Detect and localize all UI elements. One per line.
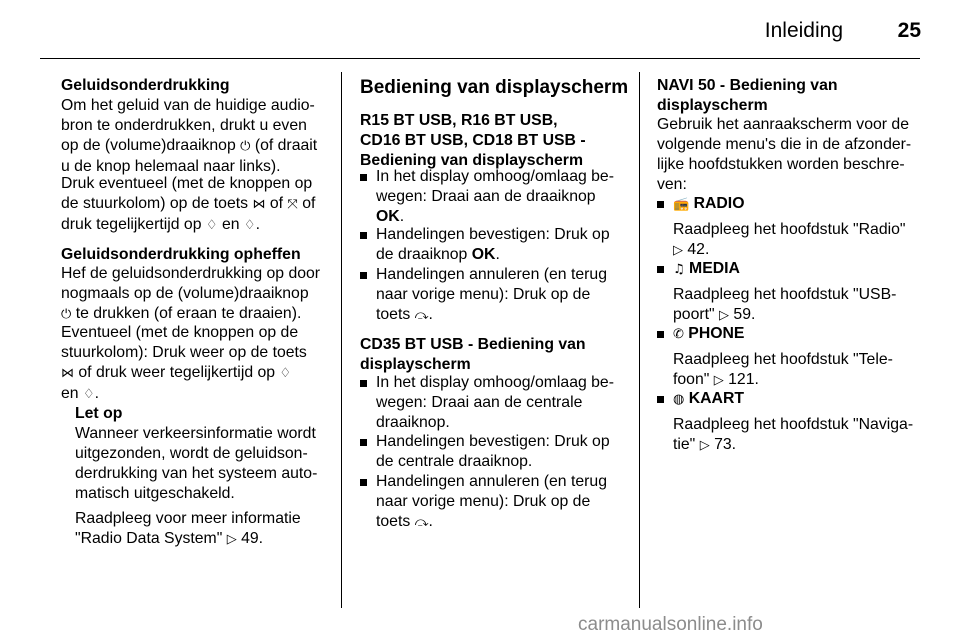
phone-icon: ✆ [673, 327, 684, 342]
subheading-cd35: CD35 BT USB - Bediening van displayscherm [360, 336, 586, 373]
page-number: 25 [897, 19, 921, 42]
note-title: Let op [75, 405, 123, 422]
page-title: Inleiding [764, 19, 843, 42]
page-reference-icon: ▷ [713, 373, 724, 388]
section-heading-mute: Geluidsonderdrukking [61, 77, 230, 94]
power-knob-icon: ⏻ [61, 307, 72, 322]
back-arrow-icon: ⤼ [414, 515, 429, 530]
list-item: Handelingen annuleren (en terug naar vorige menu): Druk op de toets ⤼. [360, 472, 607, 533]
subheading-r15: R15 BT USB, R16 BT USB, CD16 BT USB, CD18 BT USB - Bediening van displayscherm [360, 112, 586, 169]
list-item: Handelingen bevestigen: Druk op de draaiknop OK. [360, 225, 610, 265]
watermark: carmanualsonline.info [578, 614, 763, 635]
list-item: Handelingen bevestigen: Druk op de centrale draaiknop. [360, 432, 610, 472]
mute-key-icon: ⋈ [61, 366, 74, 381]
page-reference-icon: ▷ [699, 438, 710, 453]
volume-up-icon: ♢ [279, 366, 292, 381]
note-box: Let op Wanneer verkeersinformatie wordt uitgezonden, wordt de geluidson- derdrukking van het systeem auto- matisch uitgeschakeld. Raadpleeg voor meer informatie "Radio Data System" ▷ 49. [75, 405, 318, 547]
page-reference-icon: ▷ [719, 308, 730, 323]
paragraph-unmute: Hef de geluidsonderdrukking op door nogmaals op de (volume)draaiknop ⏻ te drukken (of eraan te draaien). [61, 265, 321, 322]
volume-down-icon: ♢ [82, 387, 95, 402]
mute-alt-key-icon: ⤧ [287, 197, 298, 212]
volume-down-icon: ♢ [243, 218, 256, 233]
menu-item-radio: 📻 RADIO Raadpleeg het hoofdstuk "Radio" ▷ 42. [657, 194, 906, 261]
page-reference-icon: ▷ [673, 243, 683, 258]
column-divider-2 [639, 72, 640, 608]
list-item: Handelingen annuleren (en terug naar vorige menu): Druk op de toets ⤼. [360, 265, 607, 326]
paragraph-mute: Om het geluid van de huidige audio- bron te onderdrukken, drukt u even op de (volume)draaiknop ⏻ (of draait u de knop helemaal naar links). [61, 97, 318, 175]
volume-up-icon: ♢ [205, 218, 218, 233]
column-divider-1 [341, 72, 342, 608]
back-arrow-icon: ⤼ [414, 308, 429, 323]
music-note-icon: ♫ [673, 262, 685, 277]
section-heading-navi50: NAVI 50 - Bediening van displayscherm [657, 77, 838, 114]
menu-item-phone: ✆ PHONE Raadpleeg het hoofdstuk "Tele- foon" ▷ 121. [657, 324, 893, 391]
page-reference-icon: ▷ [226, 532, 237, 547]
list-item: In het display omhoog/omlaag be- wegen: Draai aan de centrale draaiknop. [360, 373, 614, 433]
power-knob-icon: ⏻ [240, 139, 251, 154]
globe-icon: ◍ [673, 392, 685, 407]
list-item: In het display omhoog/omlaag be- wegen: Draai aan de draaiknop OK. [360, 167, 614, 227]
menu-item-kaart: ◍ KAART Raadpleeg het hoofdstuk "Naviga- tie" ▷ 73. [657, 389, 913, 456]
paragraph-unmute-key: Eventueel (met de knoppen op de stuurkolom): Druk weer op de toets ⋈ of druk weer tegelijkertijd op ♢ en ♢. [61, 324, 307, 402]
paragraph-touchscreen: Gebruik het aanraakscherm voor de volgende menu's die in de afzonder- lijke hoofdstukken worden beschre- ven: [657, 116, 912, 193]
section-heading-display: Bediening van displayscherm [360, 77, 629, 98]
mute-key-icon: ⋈ [252, 197, 266, 212]
paragraph-mute-key: Druk eventueel (met de knoppen op de stuurkolom) op de toets ⋈ of ⤧ of druk tegelijkertijd op ♢ en ♢. [61, 175, 316, 233]
radio-icon: 📻 [673, 197, 690, 212]
header-rule [40, 58, 920, 59]
section-heading-unmute: Geluidsonderdrukking opheffen [61, 246, 301, 263]
menu-item-media: ♫ MEDIA Raadpleeg het hoofdstuk "USB- poort" ▷ 59. [657, 259, 896, 326]
